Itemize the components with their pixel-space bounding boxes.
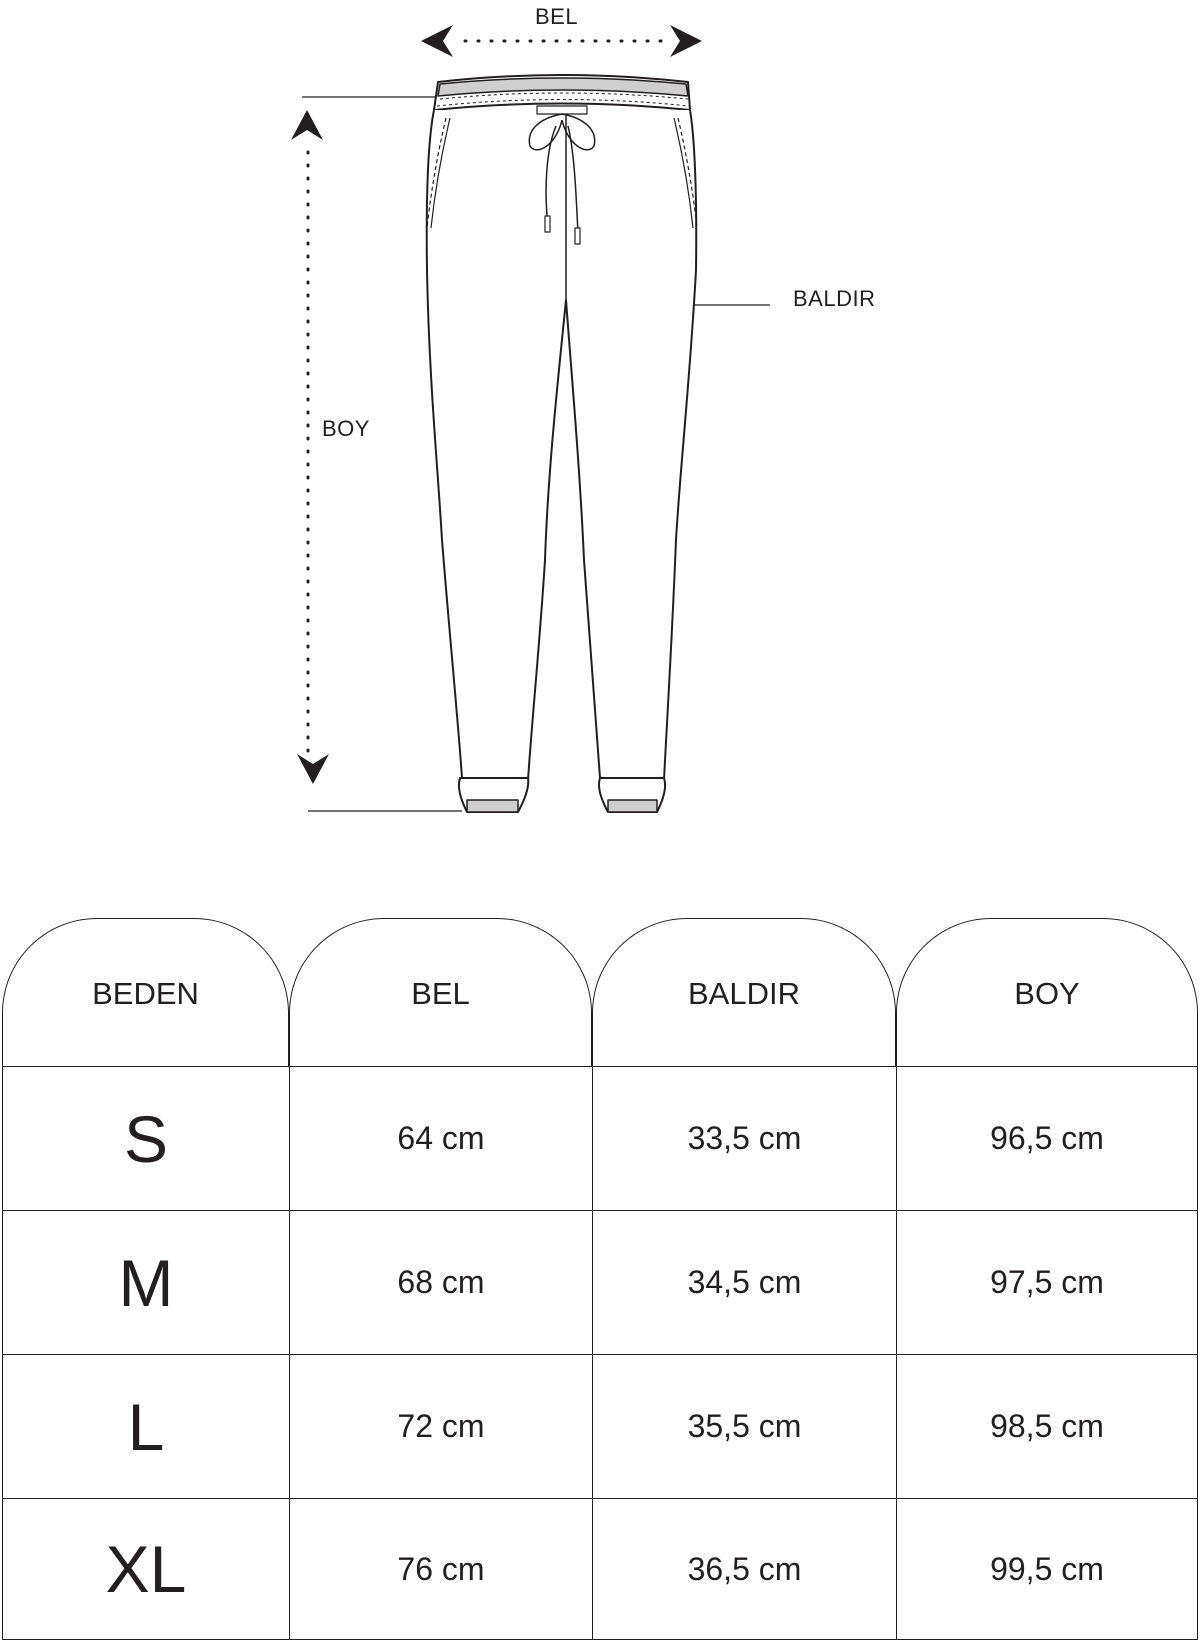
header-length: BOY bbox=[896, 918, 1198, 1068]
pants-illustration bbox=[427, 75, 697, 812]
waist-label: BEL bbox=[535, 4, 579, 29]
arrow-left-icon bbox=[421, 25, 453, 57]
size-cell: XL bbox=[2, 1498, 290, 1640]
header-size: BEDEN bbox=[2, 918, 289, 1068]
length-cell: 97,5 cm bbox=[896, 1210, 1198, 1355]
calf-cell: 34,5 cm bbox=[592, 1210, 897, 1355]
waist-cell: 72 cm bbox=[289, 1354, 593, 1499]
waist-cell: 76 cm bbox=[289, 1498, 593, 1640]
header-calf: BALDIR bbox=[592, 918, 896, 1068]
length-label: BOY bbox=[322, 416, 370, 441]
calf-cell: 35,5 cm bbox=[592, 1354, 897, 1499]
size-chart-table bbox=[0, 918, 1200, 1640]
arrow-down-icon bbox=[297, 754, 329, 784]
calf-cell: 33,5 cm bbox=[592, 1066, 897, 1211]
calf-label: BALDIR bbox=[793, 286, 876, 311]
arrow-up-icon bbox=[291, 110, 323, 140]
header-waist: BEL bbox=[289, 918, 592, 1068]
length-cell: 99,5 cm bbox=[896, 1498, 1198, 1640]
waist-cell: 68 cm bbox=[289, 1210, 593, 1355]
table-body bbox=[0, 1066, 1200, 1640]
size-cell: L bbox=[2, 1354, 290, 1499]
calf-cell: 36,5 cm bbox=[592, 1498, 897, 1640]
length-cell: 96,5 cm bbox=[896, 1066, 1198, 1211]
length-cell: 98,5 cm bbox=[896, 1354, 1198, 1499]
waist-cell: 64 cm bbox=[289, 1066, 593, 1211]
arrow-right-icon bbox=[670, 25, 702, 57]
size-cell: M bbox=[2, 1210, 290, 1355]
size-cell: S bbox=[2, 1066, 290, 1211]
